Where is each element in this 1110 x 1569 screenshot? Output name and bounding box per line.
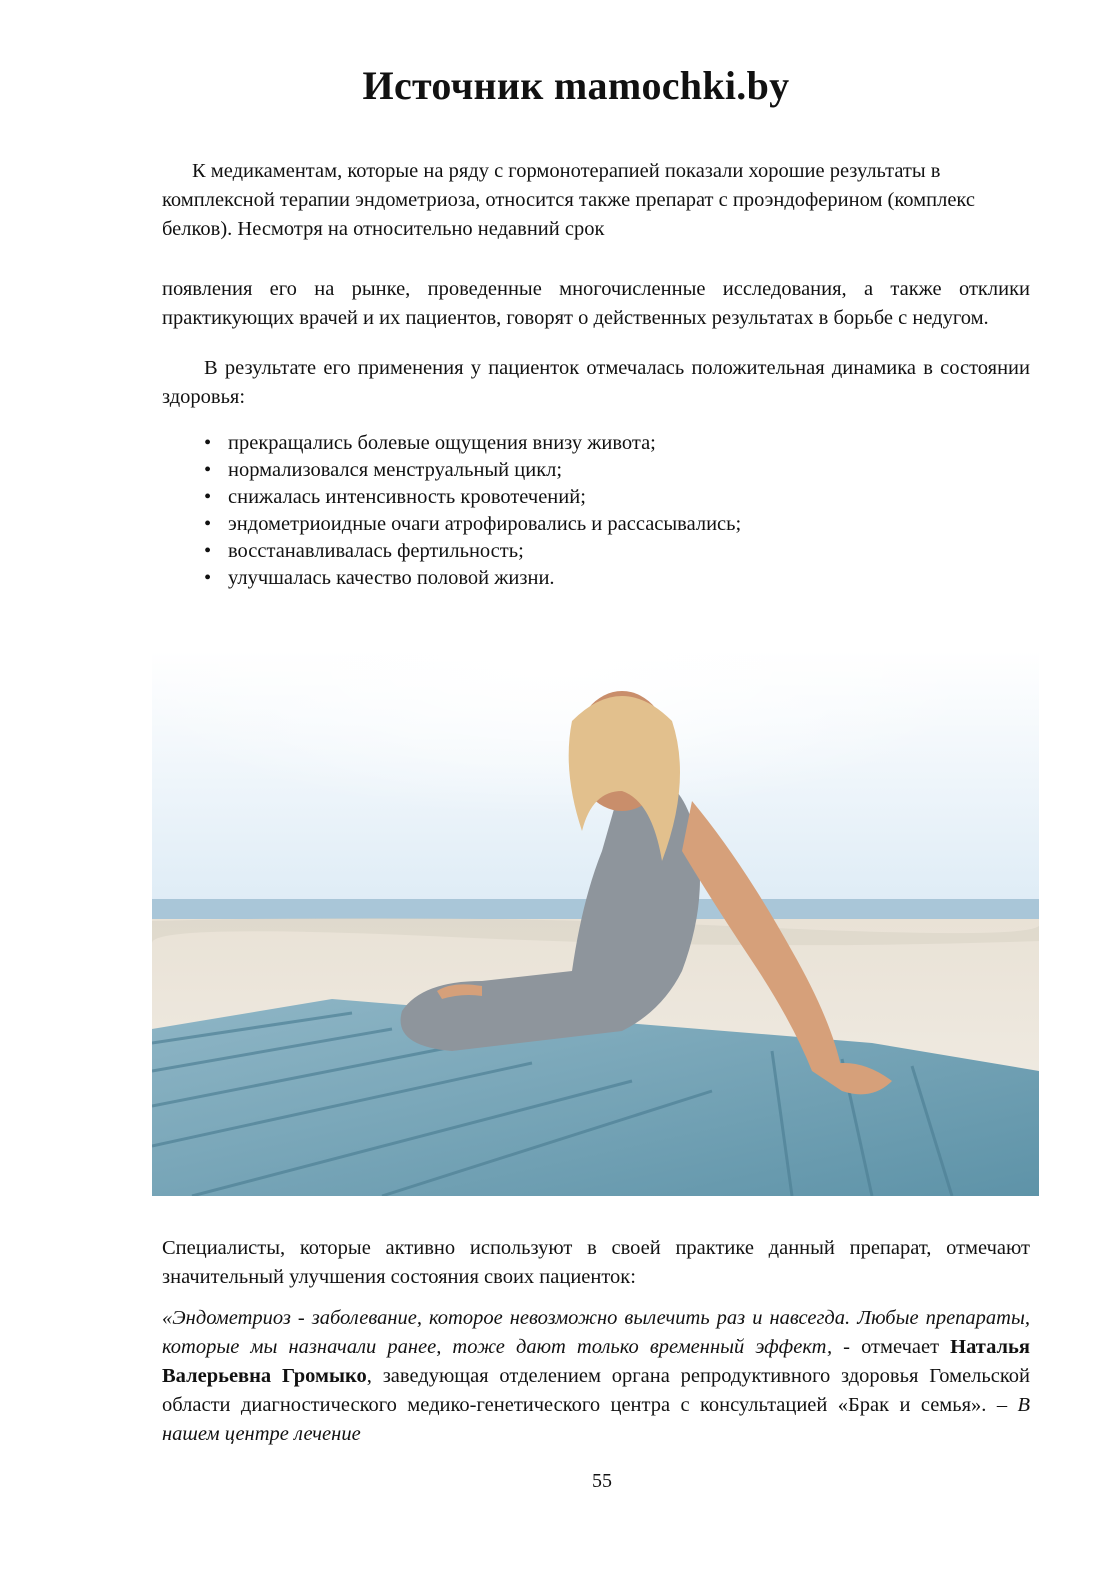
paragraph-results: В результате его применения у пациенток отмечалась положительная динамика в состоянии здоровья: [162, 357, 1030, 408]
list-item: • восстанавливалась фертильность; [200, 538, 1000, 565]
bullet-icon: • [204, 432, 212, 454]
benefits-list [200, 430, 1000, 592]
quote-italic-end: – В нашем центре лечение [162, 1394, 1030, 1445]
paragraph-specialists: Специалисты, которые активно используют в своей практике данный препарат, отмечают значительный улучшения состояния своих пациенток: [162, 1237, 1030, 1288]
bullet-icon: • [204, 567, 212, 589]
bullet-icon: • [204, 513, 212, 535]
quote-italic-start: «Эндометриоз - заболевание, которое невозможно вылечить раз и навсегда. Любые препараты, которые мы назначали ранее, тоже дают только временный эффект, [162, 1307, 1030, 1358]
list-item: • нормализовался менструальный цикл; [200, 457, 1000, 484]
paragraph-research: появления его на рынке, проведенные многочисленные исследования, а также отклики практикующих врачей и их пациентов, говорят о действенных результатах в борьбе с недугом. [162, 278, 1030, 329]
page-number: 55 [592, 1470, 612, 1492]
list-item: • снижалась интенсивность кровотечений; [200, 484, 1000, 511]
quote-author-position: , заведующая отделением органа репродуктивного здоровья Гомельской области диагностического медико-генетического центра с консультацией «Брак и семья». [162, 1365, 1031, 1416]
bullet-icon: • [204, 540, 212, 562]
page-title: Источник mamochki.by [362, 63, 790, 108]
paragraph-quote [162, 1304, 1030, 1449]
paragraph-intro: К медикаментам, которые на ряду с гормонотерапией показали хорошие результаты в комплексной терапии эндометриоза, относится также препарат с проэндоферином (комплекс белков). Несмотря на относительно недавний срок [162, 160, 975, 240]
list-item: • прекращались болевые ощущения внизу живота; [200, 430, 1000, 457]
quote-author-name: Наталья Валерьевна Громыко [162, 1336, 1030, 1387]
beach-photo [152, 651, 1039, 1196]
list-item: • улучшалась качество половой жизни. [200, 565, 1000, 592]
beach-photo-illustration [152, 651, 1039, 1196]
list-item: • эндометриоидные очаги атрофировались и рассасывались; [200, 511, 1000, 538]
bullet-icon: • [204, 486, 212, 508]
bullet-icon: • [204, 459, 212, 481]
quote-attribution: - отмечает [832, 1336, 951, 1358]
